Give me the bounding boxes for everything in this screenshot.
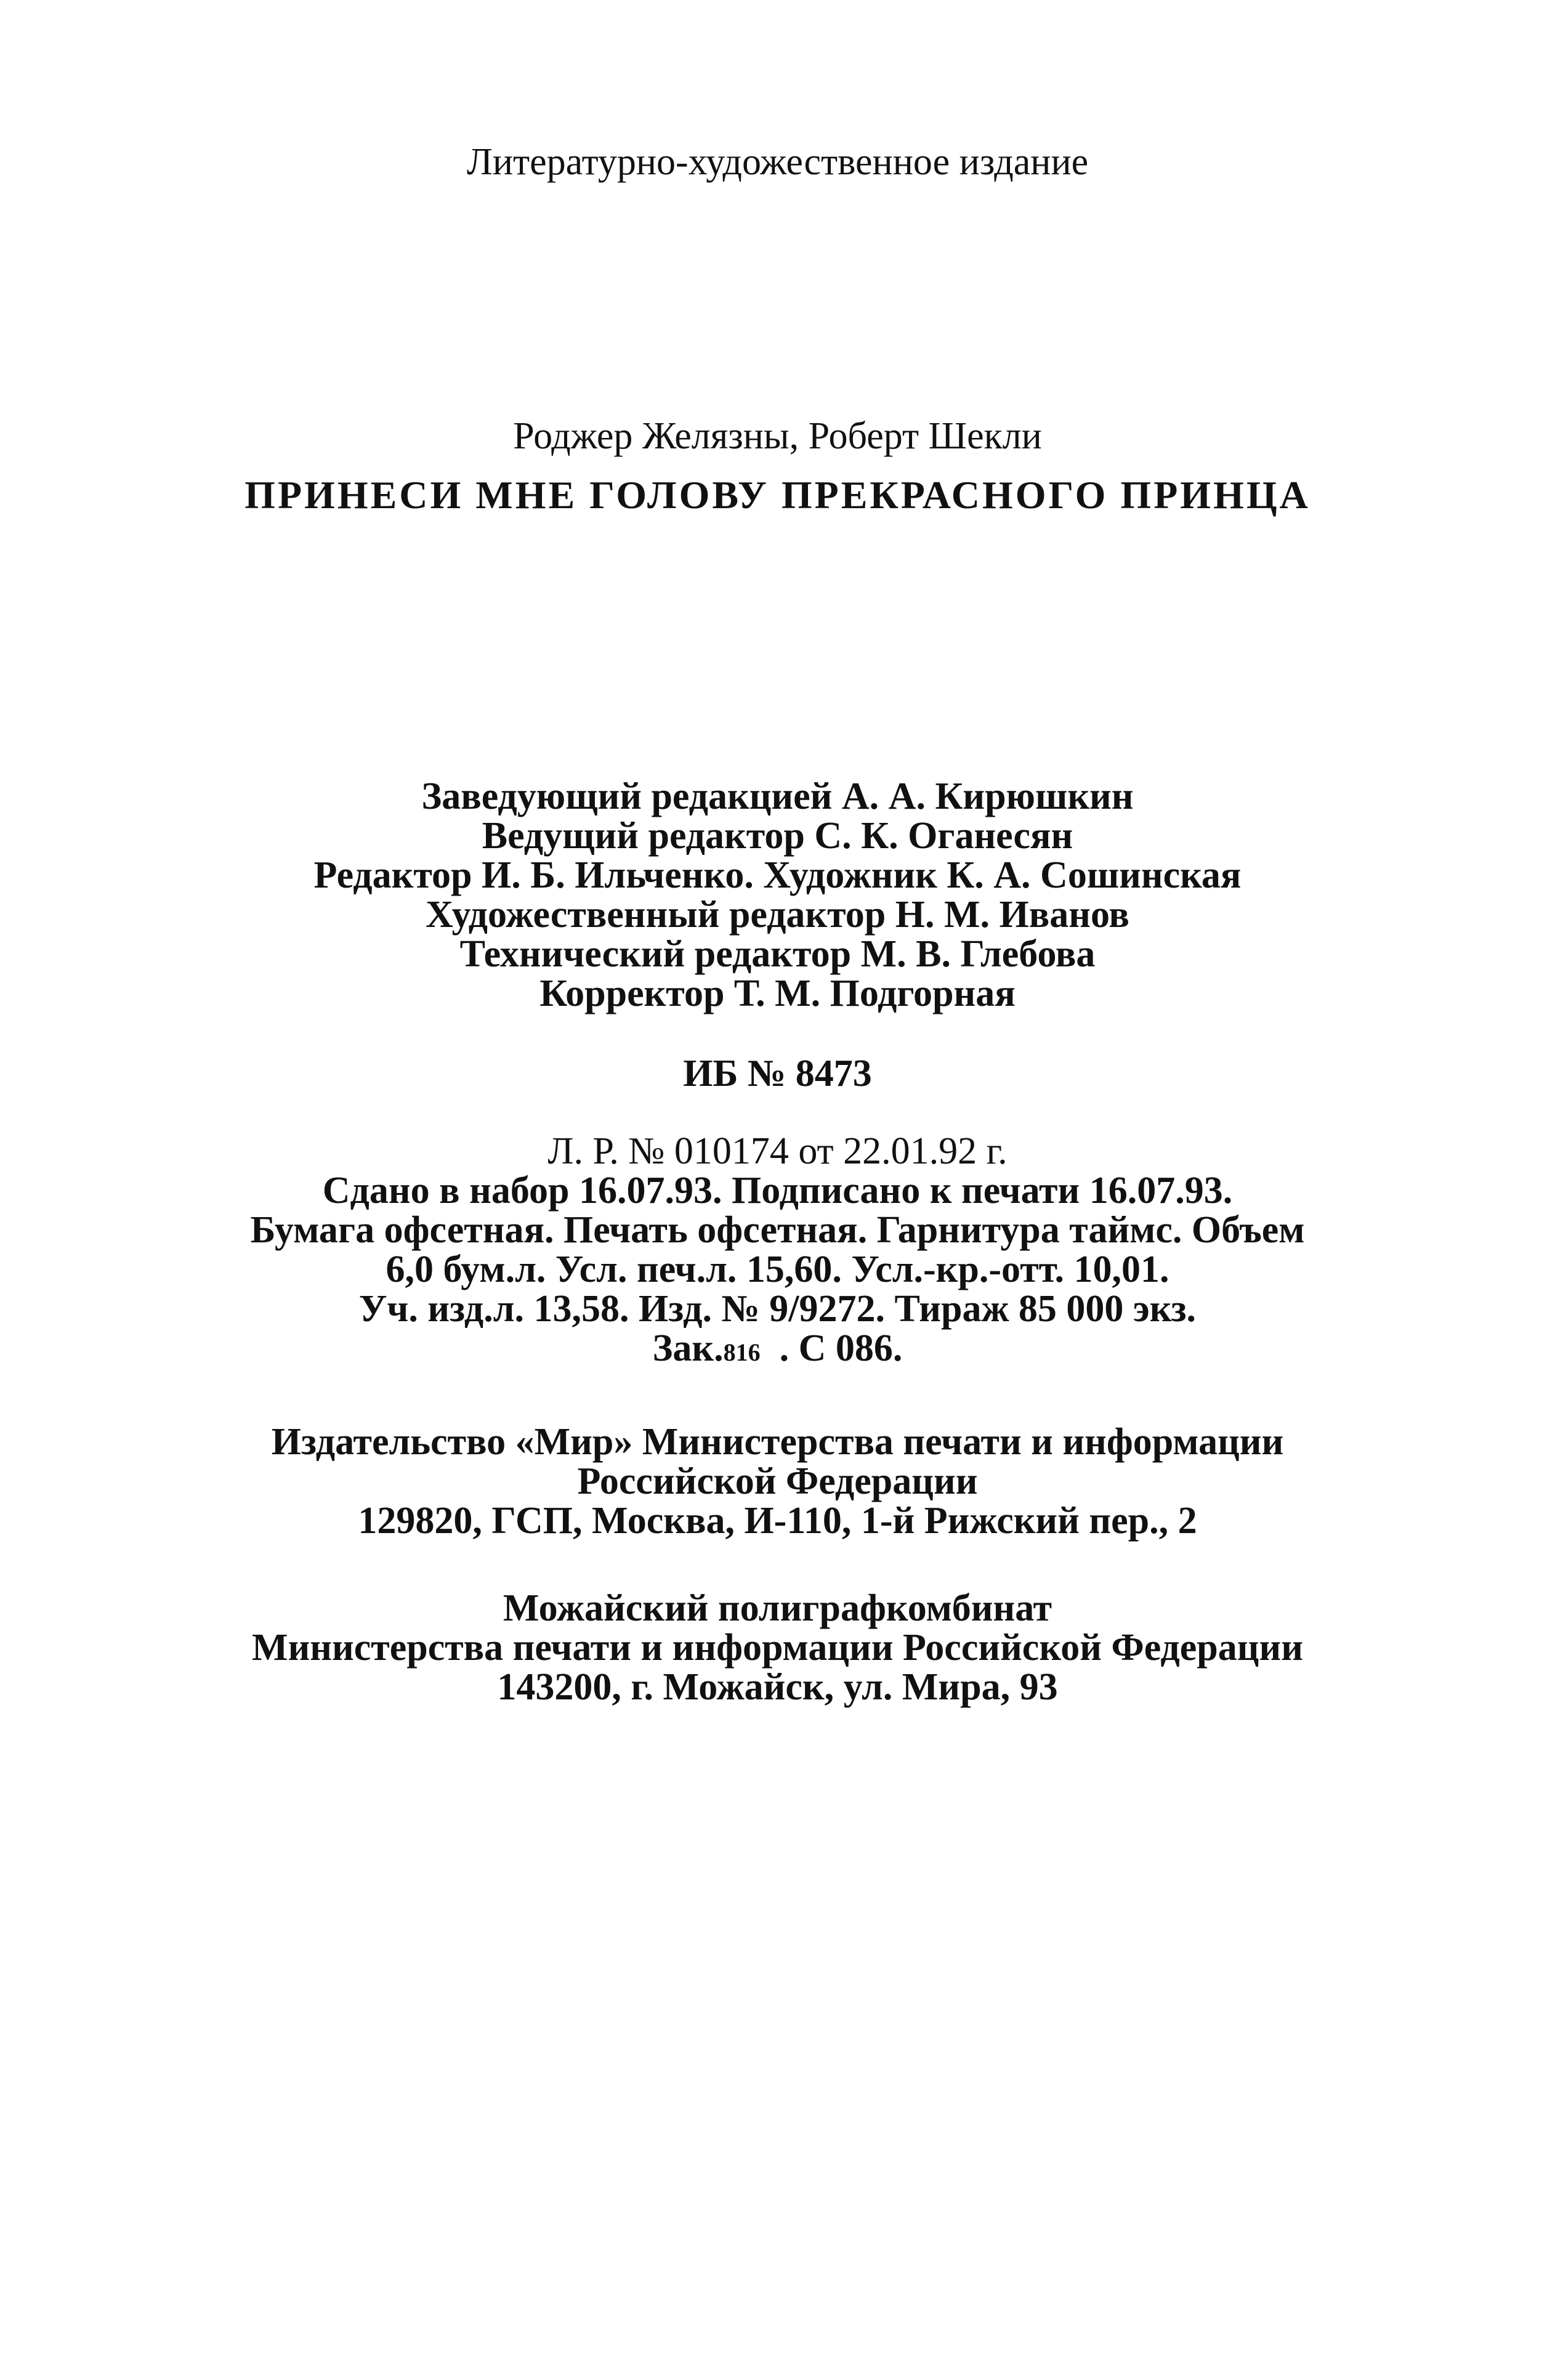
order-number: 816 xyxy=(723,1338,761,1366)
credit-line: Технический редактор М. В. Глебова xyxy=(459,933,1096,975)
book-title: ПРИНЕСИ МНЕ ГОЛОВУ ПРЕКРАСНОГО ПРИНЦА xyxy=(244,473,1311,517)
order-label: Зак. xyxy=(652,1327,724,1369)
authors: Роджер Желязны, Роберт Шекли xyxy=(513,415,1042,457)
credit-line: Заведующий редакцией А. А. Кирюшкин xyxy=(421,775,1134,817)
print-detail-line: Л. Р. № 010174 от 22.01.92 г. xyxy=(547,1130,1008,1172)
publisher-line: Издательство «Мир» Министерства печати и информации xyxy=(271,1421,1284,1463)
print-detail-line: 6,0 бум.л. Усл. печ.л. 15,60. Усл.-кр.-отт. 10,01. xyxy=(386,1249,1169,1290)
printer-line: 143200, г. Можайск, ул. Мира, 93 xyxy=(497,1666,1058,1708)
edition-type: Литературно-художественное издание xyxy=(466,141,1089,183)
credit-line: Редактор И. Б. Ильченко. Художник К. А. Сошинская xyxy=(313,854,1242,896)
credit-line: Корректор Т. М. Подгорная xyxy=(539,973,1016,1014)
order-line xyxy=(0,1329,1555,1367)
credit-line: Художественный редактор Н. М. Иванов xyxy=(426,894,1129,936)
ib-number: ИБ № 8473 xyxy=(683,1053,872,1095)
print-detail-line: Сдано в набор 16.07.93. Подписано к печати 16.07.93. xyxy=(322,1170,1233,1212)
print-detail-line: Бумага офсетная. Печать офсетная. Гарнитура таймс. Объем xyxy=(250,1209,1305,1251)
printer-line: Министерства печати и информации Российской Федерации xyxy=(252,1627,1303,1669)
credit-line: Ведущий редактор С. К. Оганесян xyxy=(482,815,1073,857)
order-suffix: . С 086. xyxy=(779,1327,903,1369)
publisher-line: 129820, ГСП, Москва, И-110, 1-й Рижский пер., 2 xyxy=(358,1500,1197,1542)
print-detail-line: Уч. изд.л. 13,58. Изд. № 9/9272. Тираж 85 000 экз. xyxy=(358,1288,1197,1330)
publisher-line: Российской Федерации xyxy=(577,1460,978,1502)
printer-line: Можайский полиграфкомбинат xyxy=(503,1587,1052,1629)
